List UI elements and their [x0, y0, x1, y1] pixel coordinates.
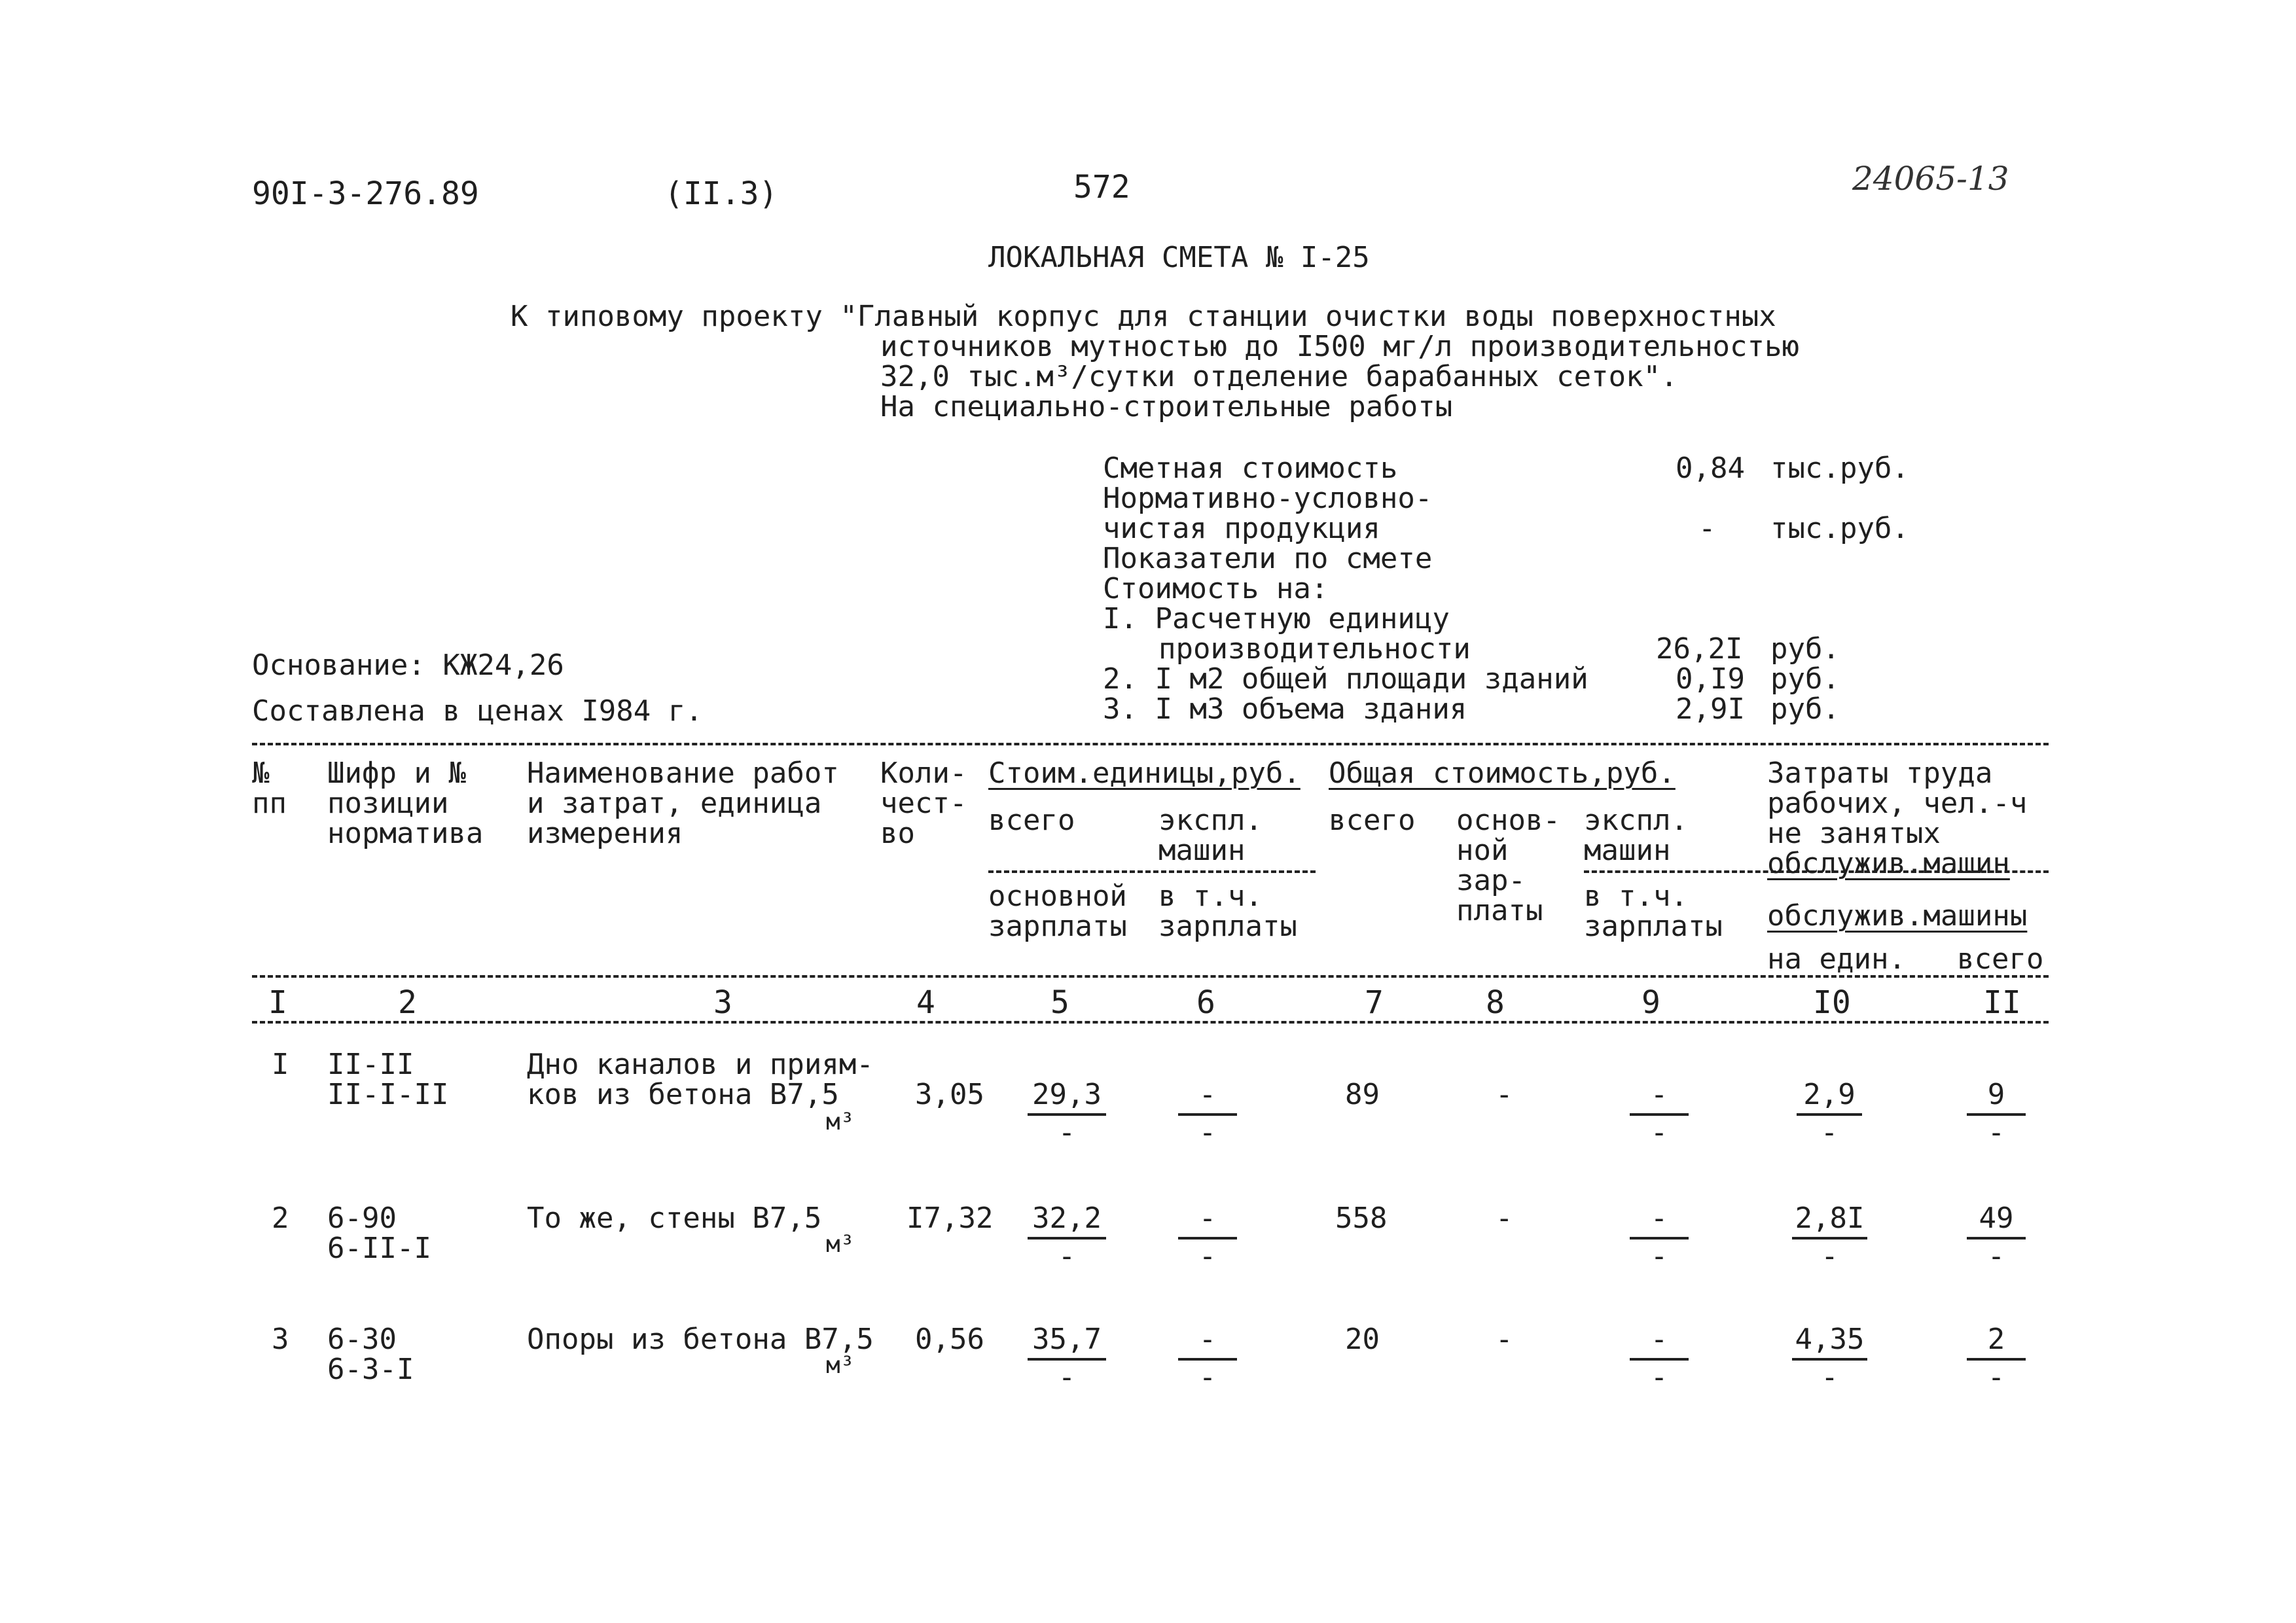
row-code-2: 6-3-I: [327, 1353, 414, 1386]
column-number-7: 7: [1365, 984, 1384, 1021]
page-number: 572: [1073, 169, 1130, 205]
header-osnov-line3: зар-: [1456, 864, 1526, 897]
row-total: 558: [1335, 1202, 1388, 1235]
column-number-8: 8: [1486, 984, 1505, 1021]
row-number: I: [272, 1048, 289, 1081]
row-unit-cost: 29,3 -: [1028, 1080, 1106, 1147]
header-col3-line1: Наименование работ: [527, 757, 839, 790]
header-col3-line3: измерения: [527, 817, 683, 850]
indicators-label: Показатели по смете: [1103, 542, 1433, 575]
row-labor-total: 2 -: [1967, 1325, 2026, 1392]
header-basic-salary-line2: зарплаты: [988, 910, 1127, 943]
header-labor-line2: рабочих, чел.-ч: [1767, 787, 2028, 820]
row-code-2: II-I-II: [327, 1078, 449, 1111]
row-labor-unit: 2,8I -: [1792, 1204, 1867, 1271]
column-number-4: 4: [916, 984, 935, 1021]
column-numbers-rule: [252, 1021, 2049, 1024]
item1-value: 26,2I: [1656, 632, 1743, 666]
header-col4-line2: чест-: [880, 787, 967, 820]
row-unit: м³: [826, 1109, 855, 1135]
item1-label-1: I. Расчетную единицу: [1103, 602, 1450, 635]
column-number-6: 6: [1196, 984, 1215, 1021]
item3-value: 2,9I: [1676, 692, 1745, 726]
item3-unit: руб.: [1770, 692, 1840, 726]
header-col2-line2: позиции: [327, 787, 449, 820]
header-incl-salary2-line2: зарплаты: [1584, 910, 1723, 943]
cost-label: Сметная стоимость: [1103, 452, 1398, 485]
header-per-unit: на един.: [1767, 942, 1906, 976]
basis-prices: Составлена в ценах I984 г.: [252, 694, 703, 728]
header-vsego: всего: [988, 804, 1075, 837]
row-unit-expl: - -: [1178, 1204, 1237, 1271]
row-name-1: Опоры из бетона В7,5: [527, 1323, 874, 1356]
cost-unit: тыс.руб.: [1770, 452, 1909, 485]
item2-value: 0,I9: [1676, 662, 1745, 696]
unit-cost-sub-rule: [988, 870, 1316, 873]
row-labor-unit: 4,35 -: [1792, 1325, 1867, 1392]
header-col2-line3: норматива: [327, 817, 484, 850]
nup-label-2: чистая продукция: [1103, 512, 1380, 545]
row-unit-cost: 35,7 -: [1028, 1325, 1106, 1392]
row-total-expl: - -: [1630, 1204, 1689, 1271]
document-code: 90I-3-276.89: [252, 175, 479, 212]
row-total: 20: [1345, 1323, 1380, 1356]
column-number-9: 9: [1641, 984, 1660, 1021]
column-number-10: I0: [1813, 984, 1851, 1021]
column-number-11: II: [1983, 984, 2021, 1021]
item2-unit: руб.: [1770, 662, 1840, 696]
row-unit: м³: [826, 1231, 855, 1258]
item1-label-2: производительности: [1158, 632, 1471, 666]
row-name-2: ков из бетона В7,5: [527, 1078, 839, 1111]
row-number: 2: [272, 1202, 289, 1235]
basis-osnovanie: Основание: КЖ24,26: [252, 649, 564, 682]
row-unit: м³: [826, 1352, 855, 1379]
column-number-2: 2: [398, 984, 417, 1021]
header-incl-salary-line2: зарплаты: [1158, 910, 1297, 943]
header-incl-salary2-line1: в т.ч.: [1584, 880, 1688, 913]
header-all: всего: [1957, 942, 2044, 976]
item1-unit: руб.: [1770, 632, 1840, 666]
row-total: 89: [1345, 1078, 1380, 1111]
header-labor-sub: обслужив.машины: [1767, 899, 2028, 933]
nup-label-1: Нормативно-условно-: [1103, 482, 1433, 515]
row-number: 3: [272, 1323, 289, 1356]
row-code-1: 6-90: [327, 1202, 397, 1235]
item3-label: 3. I м3 объема здания: [1103, 692, 1467, 726]
cost-on-label: Стоимость на:: [1103, 572, 1329, 605]
row-quantity: 0,56: [915, 1323, 984, 1356]
row-code-2: 6-II-I: [327, 1232, 431, 1265]
header-col1-line2: пп: [252, 787, 287, 820]
header-expl2-line2: машин: [1584, 834, 1671, 867]
header-col2-line1: Шифр и №: [327, 757, 466, 790]
header-basic-salary-line1: основной: [988, 880, 1127, 913]
nup-unit: тыс.руб.: [1770, 512, 1909, 545]
project-line-1: К типовому проекту "Главный корпус для станции очистки воды поверхностных: [511, 300, 1776, 333]
header-labor-line1: Затраты труда: [1767, 757, 1993, 790]
document-title: ЛОКАЛЬНАЯ СМЕТА № I-25: [988, 241, 1370, 274]
row-quantity: 3,05: [915, 1078, 984, 1111]
row-quantity: I7,32: [906, 1202, 994, 1235]
row-unit-expl: - -: [1178, 1325, 1237, 1392]
row-name-1: Дно каналов и приям-: [527, 1048, 874, 1081]
header-labor-line3: не занятых: [1767, 817, 1941, 850]
header-osnov-line1: основ-: [1456, 804, 1560, 837]
table-top-rule: [252, 743, 2049, 745]
header-col3-line2: и затрат, единица: [527, 787, 822, 820]
row-labor-total: 49 -: [1967, 1204, 2026, 1271]
project-line-4: На специально-строительные работы: [880, 390, 1453, 423]
header-osnov-line2: ной: [1456, 834, 1509, 867]
row-unit-expl: - -: [1178, 1080, 1237, 1147]
cost-value: 0,84: [1676, 452, 1745, 485]
header-osnov-line4: платы: [1456, 894, 1543, 927]
handwritten-number: 24065-13: [1852, 160, 2009, 198]
column-number-3: 3: [713, 984, 732, 1021]
header-col1-line1: №: [252, 757, 270, 790]
section-number: (II.3): [664, 175, 778, 212]
row-name-1: То же, стены В7,5: [527, 1202, 822, 1235]
project-line-2: источников мутностью до I500 мг/л производительностью: [880, 330, 1799, 363]
project-line-3: 32,0 тыс.м³/сутки отделение барабанных сеток".: [880, 360, 1678, 393]
row-total-basic: -: [1496, 1202, 1513, 1235]
row-labor-total: 9 -: [1967, 1080, 2026, 1147]
row-labor-unit: 2,9 -: [1797, 1080, 1862, 1147]
header-expl-line2: машин: [1158, 834, 1246, 867]
header-labor-line4: обслужив.машин: [1767, 847, 2010, 880]
column-number-1: I: [268, 984, 287, 1021]
header-col4-line3: во: [880, 817, 915, 850]
header-total-vsego: всего: [1329, 804, 1416, 837]
row-total-basic: -: [1496, 1078, 1513, 1111]
header-incl-salary-line1: в т.ч.: [1158, 880, 1263, 913]
header-unit-cost: Стоим.единицы,руб.: [988, 757, 1300, 790]
row-total-expl: - -: [1630, 1325, 1689, 1392]
header-expl-line1: экспл.: [1158, 804, 1263, 837]
column-number-5: 5: [1050, 984, 1069, 1021]
row-total-expl: - -: [1630, 1080, 1689, 1147]
row-total-basic: -: [1496, 1323, 1513, 1356]
row-unit-cost: 32,2 -: [1028, 1204, 1106, 1271]
nup-value: -: [1698, 512, 1716, 545]
item2-label: 2. I м2 общей площади зданий: [1103, 662, 1588, 696]
header-col4-line1: Коли-: [880, 757, 967, 790]
header-expl2-line1: экспл.: [1584, 804, 1688, 837]
row-code-1: II-II: [327, 1048, 414, 1081]
row-code-1: 6-30: [327, 1323, 397, 1356]
header-total-cost: Общая стоимость,руб.: [1329, 757, 1676, 790]
